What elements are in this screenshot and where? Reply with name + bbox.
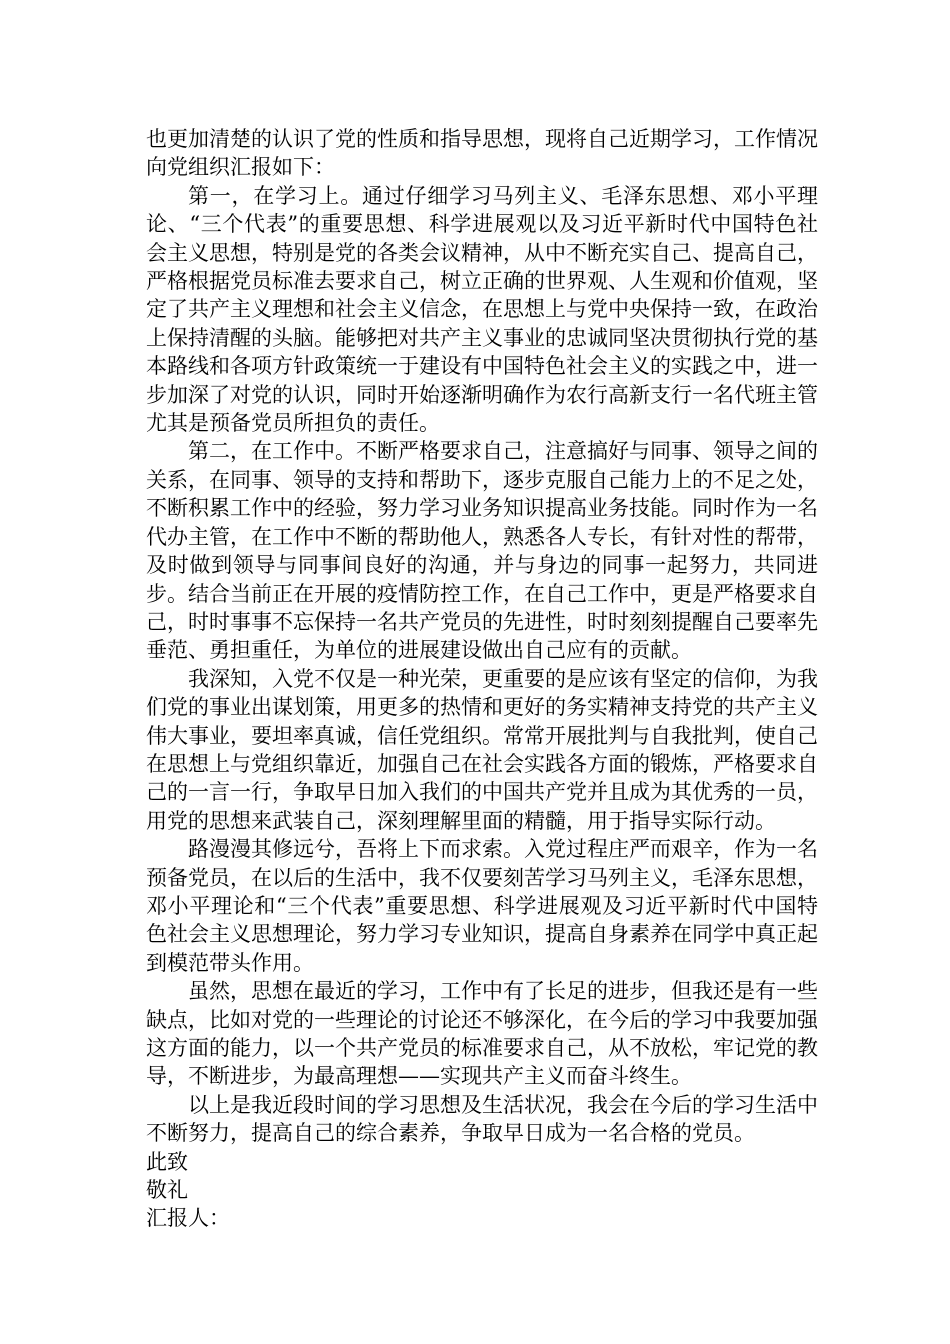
paragraph-pursuit: 路漫漫其修远兮，吾将上下而求索。入党过程庄严而艰辛，作为一名预备党员，在以后的生活中，我不仅要刻苦学习马列主义，毛泽东思想，邓小平理论和“三个代表”重要思想、科学进展观及习近平新时代中国特色社会主义思想理论，努力学习专业知识，提高自身素养在同学中真正起到模范带头作用。 [146,837,818,975]
paragraph-intro-continuation: 也更加清楚的认识了党的性质和指导思想，现将自己近期学习，工作情况向党组织汇报如下： [146,127,818,180]
paragraph-summary: 以上是我近段时间的学习思想及生活状况，我会在今后的学习生活中不断努力，提高自己的综合素养，争取早日成为一名合格的党员。 [146,1092,818,1146]
reporter-label: 汇报人： [146,1206,230,1231]
paragraph-study: 第一，在学习上。通过仔细学习马列主义、毛泽东思想、邓小平理论、“三个代表”的重要思想、科学进展观以及习近平新时代中国特色社会主义思想，特别是党的各类会议精神，从中不断充实自己、提高自己，严格根据党员标准去要求自己，树立正确的世界观、人生观和价值观，坚定了共产主义理想和社会主义信念，在思想上与党中央保持一致，在政治上保持清醒的头脑。能够把对共产主义事业的忠诚同坚决贯彻执行党的基本路线和各项方针政策统一于建设有中国特色社会主义的实践之中，进一步加深了对党的认识，同时开始逐渐明确作为农行高新支行一名代班主管尤其是预备党员所担负的责任。 [146,183,818,436]
paragraph-work: 第二，在工作中。不断严格要求自己，注意搞好与同事、领导之间的关系，在同事、领导的支持和帮助下，逐步克服自己能力上的不足之处，不断积累工作中的经验，努力学习业务知识提高业务技能。同时作为一名代办主管，在工作中不断的帮助他人，熟悉各人专长，有针对性的帮带，及时做到领导与同事间良好的沟通，并与身边的同事一起努力，共同进步。结合当前正在开展的疫情防控工作，在自己工作中，更是严格要求自己，时时事事不忘保持一名共产党员的先进性，时时刻刻提醒自己要率先垂范、勇担重任，为单位的进展建设做出自己应有的贡献。 [146,439,818,663]
document-body [146,125,818,1233]
paragraph-belief: 我深知，入党不仅是一种光荣，更重要的是应该有坚定的信仰，为我们党的事业出谋划策，用更多的热情和更好的务实精神支持党的共产主义伟大事业，要坦率真诚，信任党组织。常常开展批判与自我批判，使自己在思想上与党组织靠近，加强自己在社会实践各方面的锻炼，严格要求自己的一言一行，争取早日加入我们的中国共产党并且成为其优秀的一员，用党的思想来武装自己，深刻理解里面的精髓，用于指导实际行动。 [146,666,818,833]
closing-regards: 敬礼 [146,1178,188,1203]
paragraph-shortcomings: 虽然，思想在最近的学习，工作中有了长足的进步，但我还是有一些缺点，比如对党的一些理论的讨论还不够深化，在今后的学习中我要加强这方面的能力，以一个共产党员的标准要求自己，从不放松，牢记党的教导，不断进步，为最高理想——实现共产主义而奋斗终生。 [146,979,818,1089]
closing-salutation: 此致 [146,1149,188,1174]
